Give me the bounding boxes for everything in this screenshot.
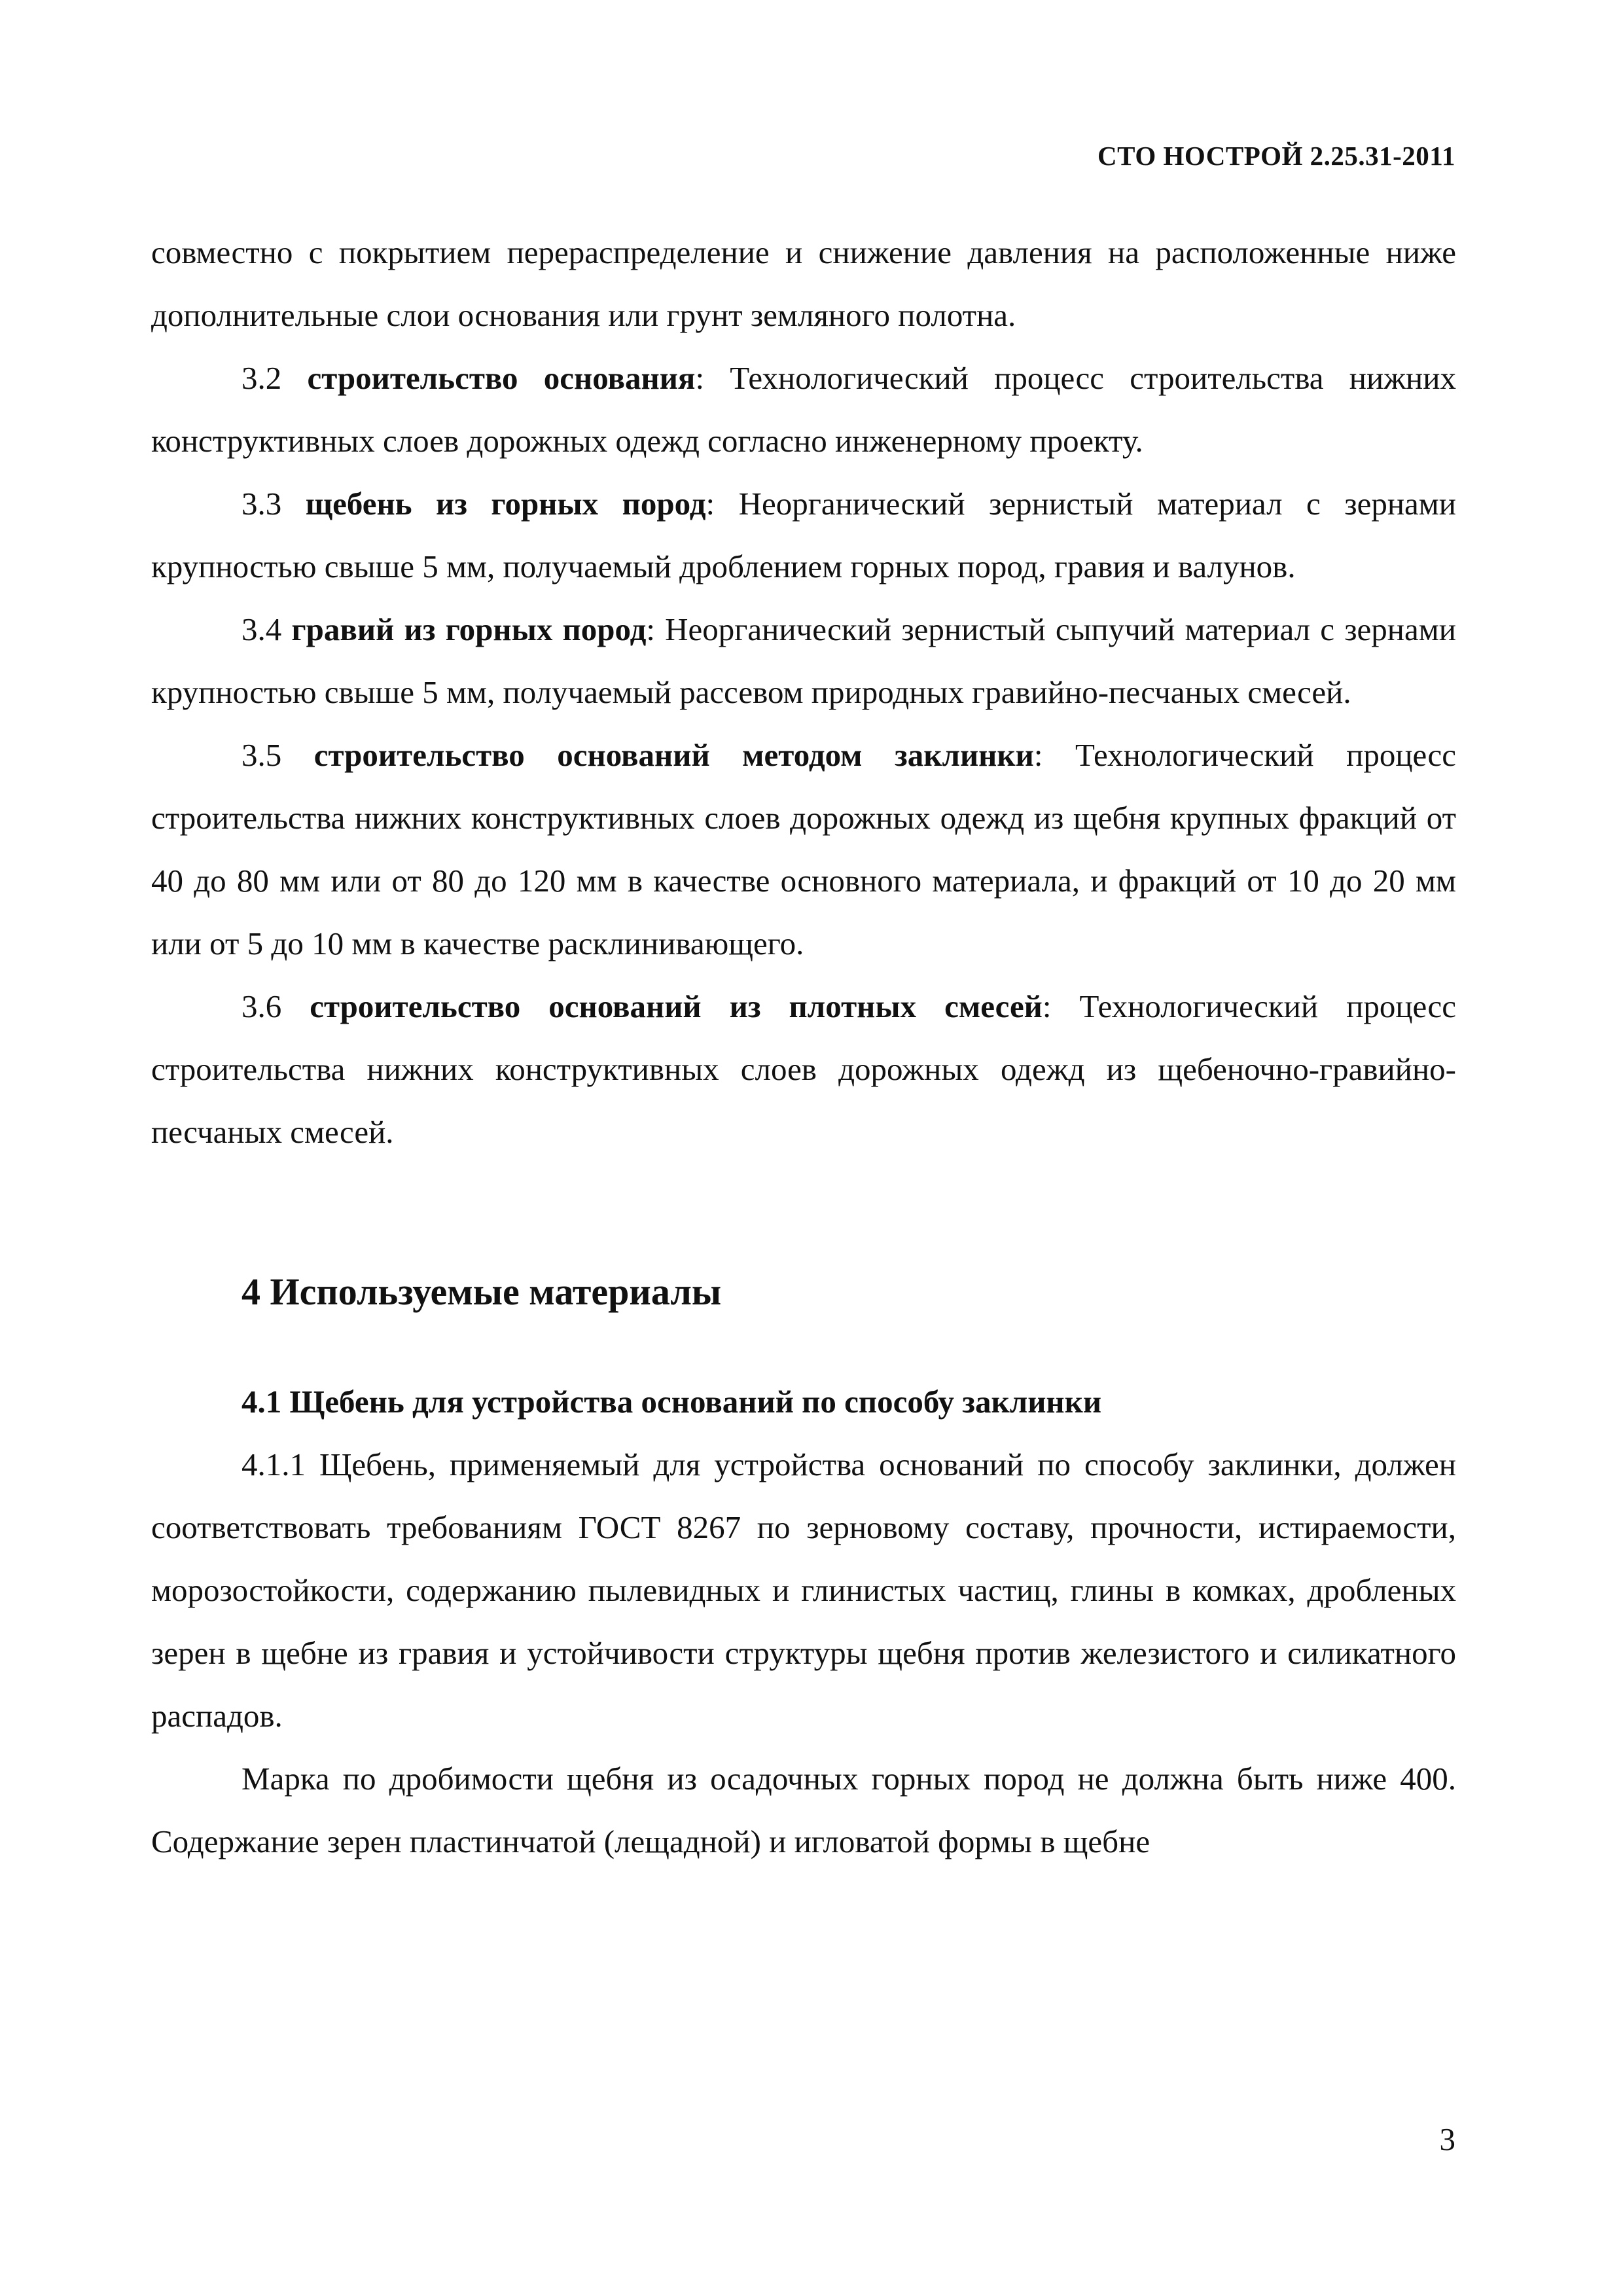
definition-text: : Неорганический зернистый материал с зернами крупностью свыше 5 мм, получаемый дроблением горных пород, гравия и валунов. — [151, 486, 1457, 584]
definition-text: : Неорганический зернистый сыпучий материал с зернами крупностью свыше 5 мм, получаемый рассевом природных гравийно-песчаных смесей. — [151, 611, 1457, 710]
definition-term: строительство оснований методом заклинки — [313, 737, 1034, 773]
definition-term: строительство оснований из плотных смесей — [310, 988, 1043, 1024]
page-content — [151, 221, 1456, 1873]
continuation-paragraph: совместно с покрытием перераспределение и снижение давления на расположенные ниже дополнительные слои основания или грунт земляного полотна. — [151, 234, 1456, 333]
definition-number: 3.6 — [241, 988, 310, 1024]
definition-3-4 — [151, 598, 1456, 724]
paragraph-crushability: Марка по дробимости щебня из осадочных горных пород не должна быть ниже 400. Содержание зерен пластинчатой (лещадной) и игловатой формы в щебне — [151, 1761, 1456, 1859]
subsection-spacer — [151, 1323, 1456, 1371]
definition-number: 3.3 — [241, 486, 306, 522]
page-number: 3 — [1439, 2121, 1455, 2157]
section-spacer — [151, 1164, 1456, 1261]
subsection-title: 4.1 Щебень для устройства оснований по способу заклинки — [241, 1384, 1102, 1420]
definition-number: 3.2 — [241, 360, 308, 396]
paragraph-4-1-1: 4.1.1 Щебень, применяемый для устройства оснований по способу заклинки, должен соответствовать требованиям ГОСТ 8267 по зерновому составу, прочности, истираемости, морозостойкости, содержанию пылевидных и глинистых частиц, глины в комках, дробленых зерен в щебне из гравия и устойчивости структуры щебня против железистого и силикатного распадов. — [151, 1446, 1456, 1734]
definition-text: : Технологический процесс строительства нижних конструктивных слоев дорожных одежд согласно инженерному проекту. — [151, 360, 1457, 459]
definition-3-6 — [151, 975, 1456, 1164]
definition-term: гравий из горных пород — [291, 611, 647, 647]
definition-number: 3.5 — [241, 737, 314, 773]
definition-term: щебень из горных пород — [305, 486, 706, 522]
section-title: 4 Используемые материалы — [241, 1270, 722, 1313]
document-code-header: СТО НОСТРОЙ 2.25.31-2011 — [1097, 141, 1455, 171]
definition-3-3 — [151, 473, 1456, 598]
definition-text: : Технологический процесс строительства нижних конструктивных слоев дорожных одежд из щебня крупных фракций от 40 до 80 мм или от 80 до 120 мм в качестве основного материала, и фракций от 10 до 20 мм или от 5 до 10 мм в качестве расклинивающего. — [151, 737, 1457, 961]
definition-number: 3.4 — [241, 611, 292, 647]
definition-3-5 — [151, 724, 1456, 975]
definition-term: строительство основания — [307, 360, 696, 396]
definition-3-2 — [151, 347, 1456, 473]
definition-text: : Технологический процесс строительства нижних конструктивных слоев дорожных одежд из щебеночно-гравийно-песчаных смесей. — [151, 988, 1457, 1150]
